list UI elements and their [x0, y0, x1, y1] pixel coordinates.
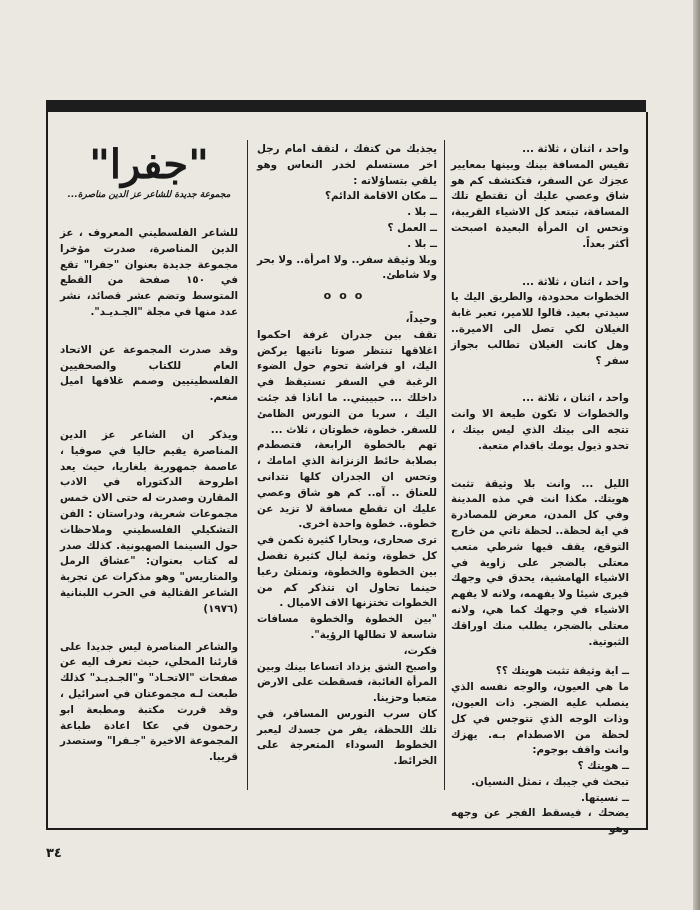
paragraph: تهم بالخطوة الرابعة، فتصطدم بصلابة حائط الزنزانة الذي امامك ، وتحس ان الجدران كلها تتدانى للعناق .. آه.. كم هو شاق وعصي عليك ان تقطع مسافة لا تزيد عن خطوة.. خطوة واحدة اخرى.	[257, 439, 437, 531]
header-rule	[46, 100, 646, 112]
page-number: ٣٤	[46, 846, 62, 861]
paragraph: وحيداً،	[405, 312, 437, 325]
paragraph: ــ اية وثيقة تثبت هويتك ؟؟	[495, 665, 629, 678]
section-separator: ooo	[323, 289, 371, 303]
page-edge	[693, 0, 700, 910]
paragraph: واحد ، اثنان ، ثلاثة ...	[522, 143, 629, 155]
paragraph: ويذكر ان الشاعر عز الدين المناصرة يقيم حاليا في صوفيا ، عاصمة جمهورية بلغاريا، حيث يعد اطروحة الدكتوراه في الادب المقارن وصدرت له حتى الان خمس مجموعات شعرية، ودراستان : الفن التشكيلي الفلسطيني وملاحظات حول السينما الصهيونية. كذلك صدر له كتاب بعنوان: "عشاق الرمل والمتاريس" وهو مذكرات عن تجربة الشاعر القتالية في الحرب اللبنانية (١٩٧٦)	[60, 428, 238, 615]
column-divider-left	[247, 140, 248, 790]
paragraph: ما هي العيون، والوجه نفسه الذي ينصلب عليه الضجر. ذات العيون، وذات الوجه الذي تتوجس في كل لحظة من الاصطدام بـه. يهزك وانت واقف بوجوم:	[451, 681, 629, 757]
paragraph: وقد صدرت المجموعة عن الاتحاد العام للكتاب والصحفيين الفلسطينيين وصمم غلافها اميل منعم.	[60, 343, 238, 404]
paragraph: الليل ... وانت بلا وثيقة تثبت هويتك. مكذا انت في مذه المدينة وفي كل المدن، معرض للمصادرة في اية لحظة.. لحظة تاتي من خارج التوقع، يقف فيها شرطي متعب معتلى بالضجر على زاوية في الاشياء الهامشية، يحدق في وجهك فيرى شيئا ولا يفهمه، ولانه لا يفهم الاشياء في وجهك كما هي، ولانه معتلى بالضجر، يطلب منك اوراقك الثبوتية.	[451, 477, 629, 648]
right-column	[451, 142, 629, 838]
paragraph: ــ بلا .	[407, 237, 437, 250]
paragraph: يجذبك من كتفك ، لتقف امام رجل اخر مستسلم لخدر النعاس وهو يلقي بتساؤلاته :	[257, 143, 437, 187]
paragraph: ــ مكان الاقامة الدائم؟	[324, 190, 437, 203]
paragraph: تقيس المسافة بينك وبينها بمعايير عجزك عن السفر، فتكتشف كم هو شاق وعصي عليك أن تقتطع تلك المسافة، تبتعد كل الاشياء القريبة، وتحس ان المرأة البعيدة اصبحت أكثر بعداً.	[451, 158, 629, 250]
paragraph: وبلا وثيقة سفر.. ولا امرأة.. ولا بحر ولا شاطئ.	[257, 253, 437, 282]
paragraph: كان سرب النورس المسافر، في تلك اللحظة، يفر من جسدك ليعبر الخطوط السوداء المتعرجة على الخرائط.	[257, 707, 437, 768]
paragraph: للشاعر الفلسطيني المعروف ، عز الدين المناصرة، صدرت مؤخرا مجموعة جديدة بعنوان "جفرا" تقع في ١٥٠ صفحة من القطع المتوسط وتضم عشر قصائد، نشر عدد منها في مجلة "الجـديـد".	[60, 227, 239, 318]
paragraph: الخطوات محدودة، والطريق اليك يا سيدتي بعيد. قالوا للامير، تعبر غابة الغيلان لكي تصل الى الاميرة.. وهل كانت الغيلان تطالب بجواز سفر ؟	[451, 291, 629, 367]
paragraph: واصبح الشق يزداد اتساعا بينك وبين المرأة الغائبة، فسقطت على الارض متعبا وحزينا.	[257, 660, 437, 705]
paragraph: واحد ، اثنان ، ثلاثة ...	[522, 392, 629, 405]
column-divider-right	[444, 140, 445, 790]
paragraph: يضحك ، فيسقط الفجر عن وجهه وهو	[451, 807, 629, 836]
paragraph: فكرت،	[403, 644, 437, 657]
masthead-title: "جفرا"	[89, 141, 209, 188]
masthead-subtitle: مجموعة جديدة للشاعر عز الدين مناصرة...	[67, 190, 231, 200]
paragraph: ــ العمل ؟	[387, 221, 437, 234]
paragraph: واحد ، اثنان ، ثلاثة ...	[522, 275, 629, 288]
article-masthead	[60, 142, 238, 212]
left-column	[60, 226, 238, 766]
paragraph: "بين الخطوة والخطوة مسافات شاسعة لا تطالها الرؤية".	[257, 613, 437, 641]
paragraph: تقف بين جدران غرفة احكموا اغلاقها تنتظر صوتا ناتيها يركض اليك، او فراشة تحوم حول الضوء الرغبة في السفر تستيقظ في داخلك ... حبيبتي.. ما اناذا قد جئت اليك ، سربا من النورس الظامئ للسفر. خطوة، خطوتان ، ثلاث ...	[257, 328, 437, 436]
middle-column	[257, 142, 437, 770]
paragraph: تبحث في جيبك ، تمثل النسيان.	[471, 775, 629, 788]
paragraph: والخطوات لا تكون طيعة الا وانت تتجه الى بيتك الذي ليس بيتك ، تحدو ذيول يومك باقدام متعبة.	[451, 408, 629, 452]
paragraph: والشاعر المناصرة ليس جديدا على قارئنا المحلي، حيث تعرف اليه عن صفحات "الاتحـاد" و"الجـديـد" كذلك طبعت لـه مجموعتان في اسرائيل ، وقد قررت مكتبة ومطبعة ابو رحمون في عكا اعادة طباعة المجموعة الاخيرة "جـفرا" وستصدر قريبا.	[60, 640, 238, 764]
paragraph: ــ هويتك ؟	[577, 760, 629, 773]
paragraph: ترى صحارى، وبحارا كثيرة تكمن في كل خطوة، وثمة ليال كثيرة تفصل بين الخطوة والخطوة، وتمتلئ رعبا حينما تحاول ان تتذكر كم من الخطوات تختزنها الاف الاميال .	[257, 534, 437, 610]
paragraph: ــ بلا .	[407, 206, 437, 219]
paragraph: ــ نسيتها.	[581, 791, 629, 804]
